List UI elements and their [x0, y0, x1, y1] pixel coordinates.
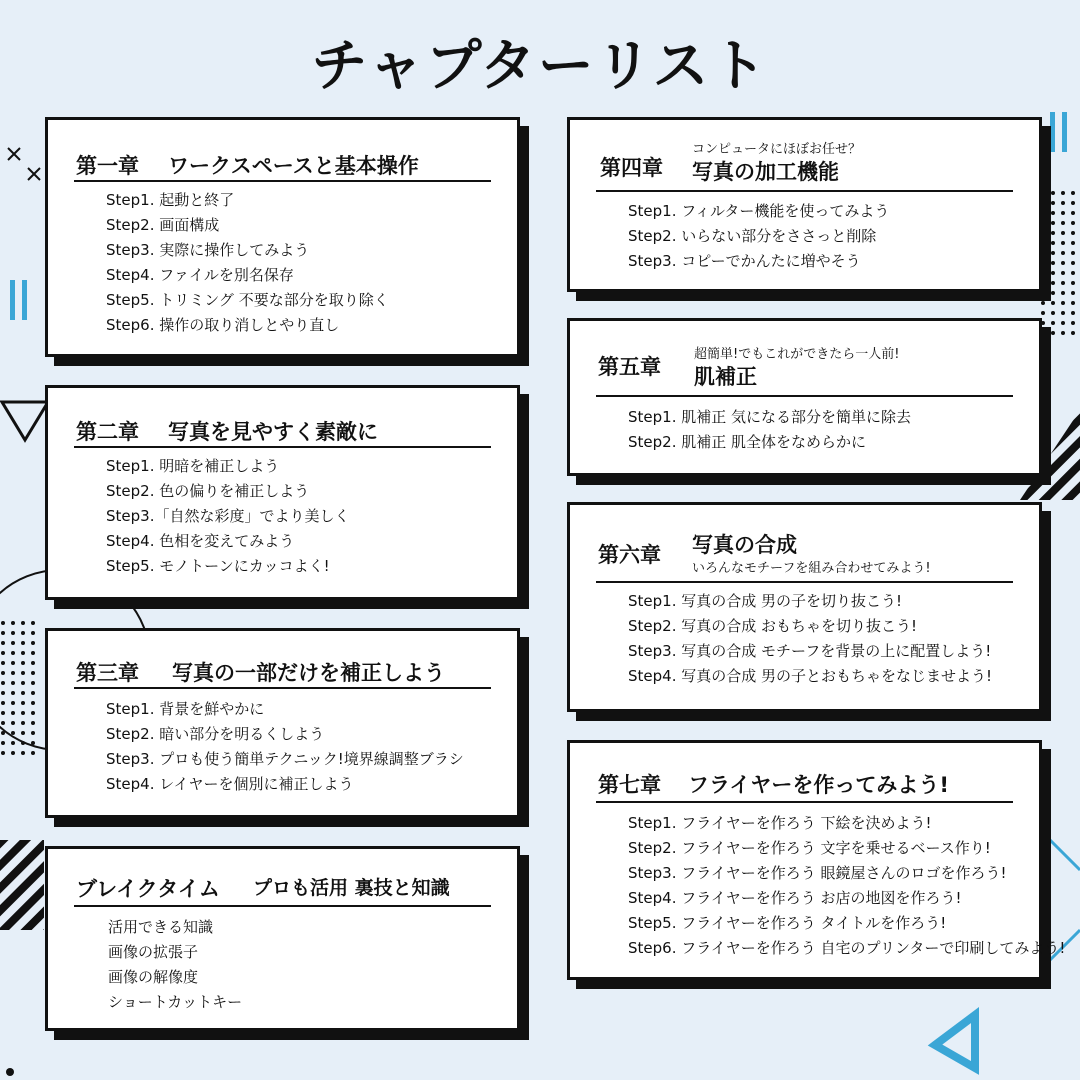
chapter-divider	[74, 446, 491, 448]
chapter-card-5	[567, 318, 1042, 476]
step-list	[628, 811, 1065, 961]
outline-triangle-decoration	[2, 402, 48, 440]
chapter-subtitle: コンピュータにほぼお任せ？	[692, 142, 862, 157]
step-item: Step2. 色の偏りを補正しよう	[106, 482, 310, 500]
dot-pattern-left	[0, 620, 40, 760]
page-title: チャプターリスト	[311, 34, 769, 99]
chapter-card-1	[45, 117, 520, 357]
chapter-label: 第五章	[598, 355, 661, 379]
chapter-divider	[596, 801, 1013, 803]
chapter-card-2	[45, 385, 520, 600]
step-list	[628, 405, 911, 455]
step-item: Step6. フライヤーを作ろう 自宅のプリンターで印刷してみよう!	[628, 939, 1066, 957]
step-item: Step5. フライヤーを作ろう タイトルを作ろう!	[628, 914, 947, 932]
chapter-title: 写真の一部だけを補正しよう	[172, 661, 445, 685]
step-list	[106, 454, 349, 579]
step-item: Step4. 色相を変えてみよう	[106, 532, 295, 550]
blue-triangle-decoration	[935, 1015, 975, 1068]
chapter-divider	[74, 180, 491, 182]
stripe-pattern-left	[0, 840, 44, 930]
chapter-subtitle: 超簡単!でもこれができたら一人前!	[694, 347, 900, 362]
step-item: Step1. 写真の合成 男の子を切り抜こう!	[628, 592, 903, 610]
step-list	[106, 188, 389, 338]
step-item: Step5. トリミング 不要な部分を取り除く	[106, 291, 389, 309]
chapter-divider	[74, 687, 491, 689]
chapter-title: ワークスペースと基本操作	[168, 154, 419, 178]
step-item: Step3. プロも使う簡単テクニック!境界線調整ブラシ	[106, 750, 464, 768]
chapter-label: 第四章	[600, 156, 663, 180]
chapter-label: 第一章	[76, 154, 139, 178]
chapter-title: フライヤーを作ってみよう!	[688, 773, 949, 797]
chapter-title: 写真の加工機能	[692, 160, 839, 184]
step-item: Step3. フライヤーを作ろう 眼鏡屋さんのロゴを作ろう!	[628, 864, 1007, 882]
step-item: Step4. レイヤーを個別に補正しよう	[106, 775, 354, 793]
step-item: Step1. フライヤーを作ろう 下絵を決めよう!	[628, 814, 932, 832]
step-item: Step4. ファイルを別名保存	[106, 266, 294, 284]
step-item: Step3. 実際に操作してみよう	[106, 241, 310, 259]
chapter-title: 肌補正	[694, 365, 757, 389]
step-item: Step3.「自然な彩度」でより美しく	[106, 507, 350, 525]
step-item: Step1. フィルター機能を使ってみよう	[628, 202, 890, 220]
chapter-label: 第二章	[76, 420, 139, 444]
chapter-divider	[74, 905, 491, 907]
step-item: Step2. 写真の合成 おもちゃを切り抜こう!	[628, 617, 918, 635]
chapter-card-6	[567, 502, 1042, 712]
step-item: Step6. 操作の取り消しとやり直し	[106, 316, 340, 334]
break-time-card	[45, 846, 520, 1031]
step-item: Step3. 写真の合成 モチーフを背景の上に配置しよう!	[628, 642, 992, 660]
step-item: Step2. フライヤーを作ろう 文字を乗せるベース作り!	[628, 839, 991, 857]
step-list	[628, 199, 889, 274]
chapter-card-7	[567, 740, 1066, 980]
step-item: Step2. 画面構成	[106, 216, 220, 234]
step-list	[108, 915, 242, 1015]
step-list	[106, 697, 464, 797]
step-item: Step2. 暗い部分を明るくしよう	[106, 725, 325, 743]
step-list	[628, 589, 992, 689]
chapter-title: プロも活用 裏技と知識	[253, 877, 450, 899]
step-item: 活用できる知識	[108, 918, 214, 936]
small-dot-decoration	[6, 1068, 14, 1076]
chapter-divider	[596, 190, 1013, 192]
step-item: Step4. 写真の合成 男の子とおもちゃをなじませよう!	[628, 667, 993, 685]
step-item: Step1. 起動と終了	[106, 191, 235, 209]
step-item: 画像の解像度	[108, 968, 199, 986]
step-item: Step2. 肌補正 肌全体をなめらかに	[628, 433, 867, 451]
chapter-card-3	[45, 628, 520, 818]
step-item: 画像の拡張子	[108, 943, 199, 961]
step-item: Step1. 明暗を補正しよう	[106, 457, 280, 475]
step-item: Step5. モノトーンにカッコよく!	[106, 557, 330, 575]
chapter-divider	[596, 581, 1013, 583]
step-item: Step1. 背景を鮮やかに	[106, 700, 265, 718]
chapter-label: 第六章	[598, 543, 661, 567]
step-item: Step1. 肌補正 気になる部分を簡単に除去	[628, 408, 912, 426]
chapter-label: 第三章	[76, 661, 139, 685]
dot-pattern-right	[1040, 190, 1080, 340]
chapter-subtitle: いろんなモチーフを組み合わせてみよう!	[692, 561, 931, 576]
chapter-label: ブレイクタイム	[76, 877, 220, 901]
chapter-divider	[596, 395, 1013, 397]
cross-marks-decoration	[8, 148, 40, 180]
chapter-title: 写真の合成	[692, 533, 797, 557]
step-item: Step4. フライヤーを作ろう お店の地図を作ろう!	[628, 889, 962, 907]
chapter-label: 第七章	[598, 773, 661, 797]
chapter-card-4	[567, 117, 1042, 292]
step-item: ショートカットキー	[108, 993, 243, 1011]
step-item: Step2. いらない部分をささっと削除	[628, 227, 877, 245]
chapter-title: 写真を見やすく素敵に	[168, 420, 378, 444]
step-item: Step3. コピーでかんたに増やそう	[628, 252, 861, 270]
